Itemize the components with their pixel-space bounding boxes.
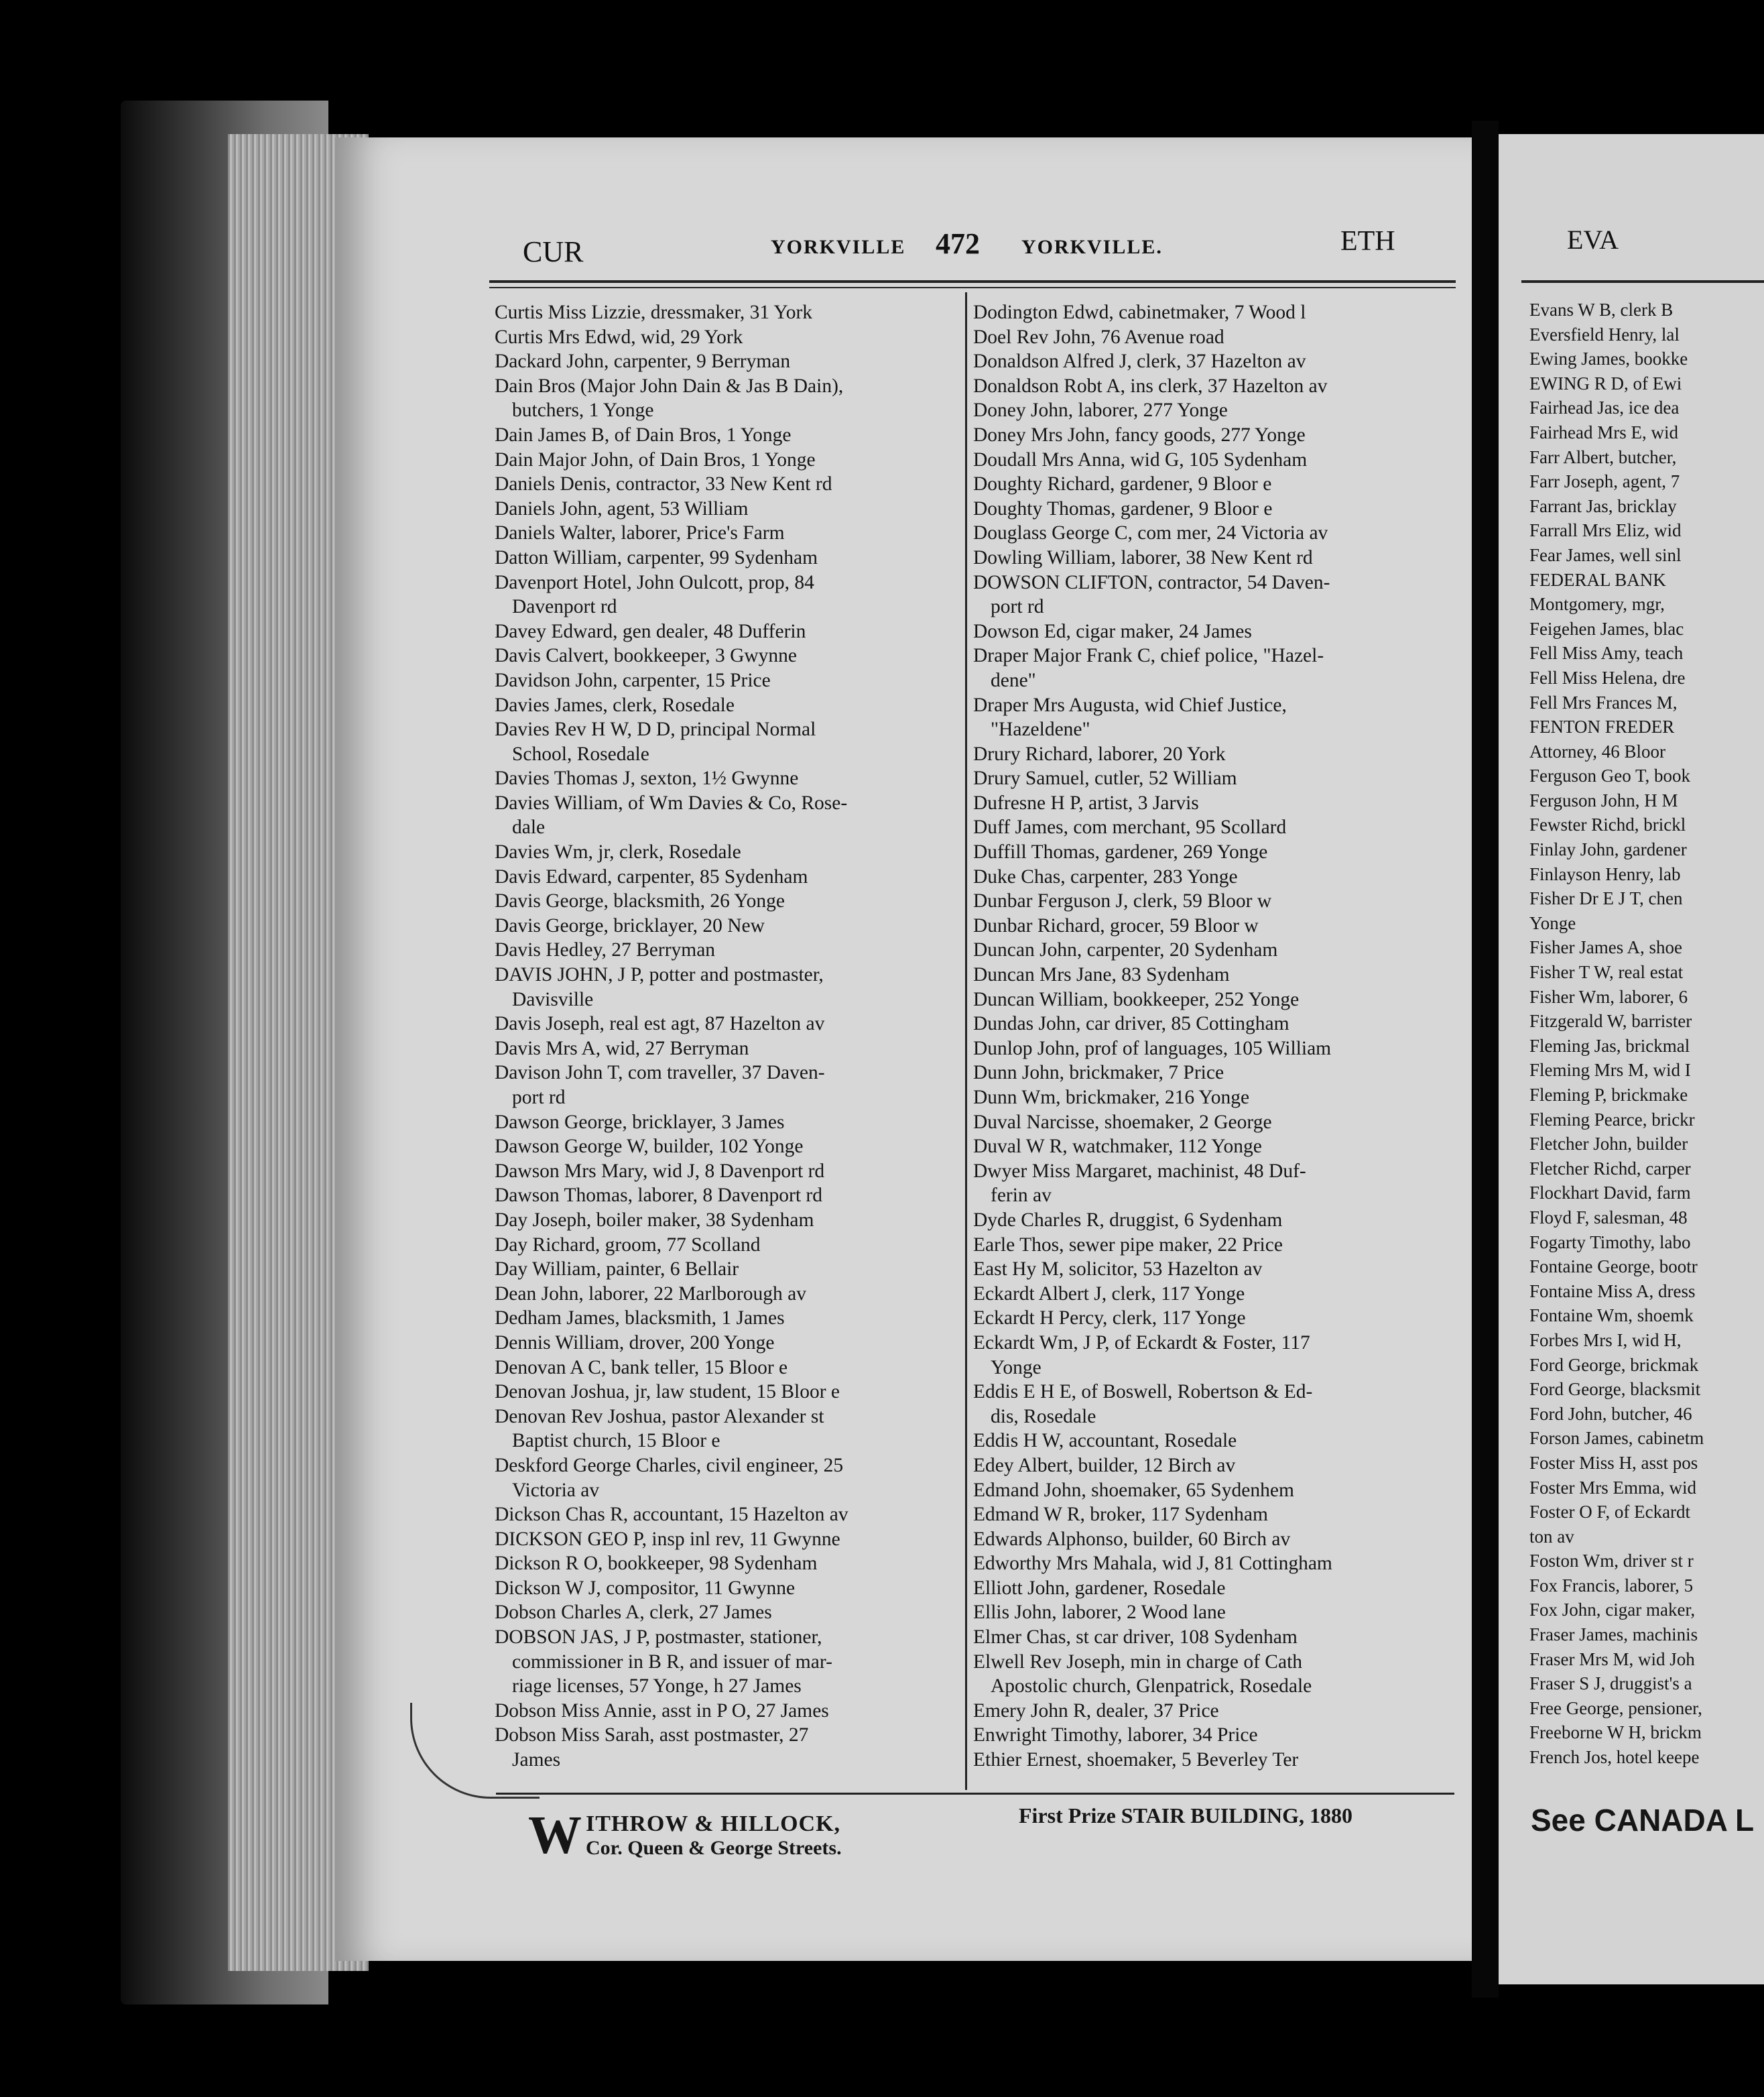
directory-entry: Doughty Thomas, gardener, 9 Bloor e (973, 497, 1273, 520)
directory-entry: Fontaine Miss A, dress (1529, 1280, 1696, 1301)
directory-entry: Fleming Pearce, brickr (1529, 1109, 1695, 1130)
directory-entry: Day Richard, groom, 77 Scolland (495, 1234, 761, 1256)
directory-entry: Drury Richard, laborer, 20 York (973, 743, 1226, 765)
directory-entry: Davison John T, com traveller, 37 Daven- (495, 1062, 825, 1084)
directory-entry: Fletcher Richd, carper (1529, 1158, 1691, 1179)
directory-entry: Fewster Richd, brickl (1529, 815, 1686, 835)
directory-entry: Fletcher John, builder (1529, 1134, 1688, 1154)
directory-entry: Fisher James A, shoe (1529, 937, 1682, 958)
directory-entry: Fisher Wm, laborer, 6 (1529, 986, 1688, 1007)
directory-entry: Dackard John, carpenter, 9 Berryman (495, 351, 791, 373)
directory-entry: Duncan John, carpenter, 20 Sydenham (973, 939, 1278, 961)
directory-entry-continuation: dene" (991, 669, 1036, 691)
directory-entry: Dunn John, brickmaker, 7 Price (973, 1062, 1224, 1084)
directory-entry: Drury Samuel, cutler, 52 William (973, 768, 1237, 790)
directory-entry: Ford George, blacksmit (1529, 1379, 1701, 1400)
directory-entry: Dobson Charles A, clerk, 27 James (495, 1602, 772, 1624)
directory-entry: Davis George, blacksmith, 26 Yonge (495, 890, 785, 912)
directory-entry: DOWSON CLIFTON, contractor, 54 Daven- (973, 571, 1330, 593)
directory-entry-continuation: Victoria av (512, 1479, 600, 1501)
directory-entry: Fear James, well sinl (1529, 544, 1682, 565)
directory-entry: Eversfield Henry, lal (1529, 324, 1680, 345)
directory-entry: Ferguson John, H M (1529, 790, 1678, 811)
directory-entry: Foston Wm, driver st r (1529, 1551, 1694, 1571)
directory-entry-continuation: Baptist church, 15 Bloor e (512, 1430, 720, 1452)
directory-entry: Denovan A C, bank teller, 15 Bloor e (495, 1356, 788, 1378)
directory-entry: Dunn Wm, brickmaker, 216 Yonge (973, 1087, 1250, 1108)
directory-entry: Curtis Mrs Edwd, wid, 29 York (495, 326, 743, 348)
directory-entry: Dean John, laborer, 22 Marlborough av (495, 1282, 806, 1305)
directory-entry: Douglass George C, com mer, 24 Victoria av (973, 522, 1328, 544)
directory-entry: Daniels Walter, laborer, Price's Farm (495, 522, 785, 544)
directory-entry: Fisher Dr E J T, chen (1529, 888, 1683, 909)
directory-entry: Farr Albert, butcher, (1529, 446, 1677, 467)
directory-entry: Elliott John, gardener, Rosedale (973, 1577, 1226, 1599)
directory-entry: Duffill Thomas, gardener, 269 Yonge (973, 841, 1268, 863)
directory-entry: Yonge (1529, 912, 1576, 933)
directory-column-2 (973, 300, 1456, 1773)
directory-entry: Davis Edward, carpenter, 85 Sydenham (495, 865, 808, 888)
directory-entry: EWING R D, of Ewi (1529, 373, 1682, 394)
next-page-header-word: EVA (1567, 225, 1619, 255)
directory-entry: Dennis William, drover, 200 Yonge (495, 1331, 775, 1354)
directory-entry: Duke Chas, carpenter, 283 Yonge (973, 865, 1238, 888)
directory-entry: Denovan Rev Joshua, pastor Alexander st (495, 1405, 824, 1427)
directory-entry: FENTON FREDER (1529, 717, 1675, 737)
directory-entry: Forbes Mrs I, wid H, (1529, 1329, 1682, 1350)
directory-entry: Elmer Chas, st car driver, 108 Sydenham (973, 1626, 1298, 1649)
directory-entry: Eckardt Albert J, clerk, 117 Yonge (973, 1282, 1245, 1305)
directory-entry: Eckardt H Percy, clerk, 117 Yonge (973, 1307, 1246, 1329)
directory-entry: Fell Mrs Frances M, (1529, 692, 1678, 713)
directory-column-1 (495, 300, 964, 1773)
directory-entry: Fogarty Timothy, labo (1529, 1232, 1691, 1252)
directory-entry: Fleming Jas, brickmal (1529, 1035, 1690, 1056)
directory-entry: Dickson Chas R, accountant, 15 Hazelton av (495, 1504, 848, 1526)
directory-entry: Donaldson Robt A, ins clerk, 37 Hazelton av (973, 375, 1328, 397)
advertisement-withrow-hillock (528, 1806, 842, 1865)
directory-entry: Dickson R O, bookkeeper, 98 Sydenham (495, 1553, 818, 1575)
directory-entry-continuation: butchers, 1 Yonge (512, 400, 654, 422)
directory-entry: Dobson Miss Annie, asst in P O, 27 James (495, 1699, 829, 1722)
ad-address: Cor. Queen & George Streets. (586, 1837, 842, 1859)
directory-entry-continuation: Yonge (991, 1356, 1042, 1378)
directory-entry: Day Joseph, boiler maker, 38 Sydenham (495, 1209, 814, 1231)
directory-entry: Davidson John, carpenter, 15 Price (495, 669, 771, 691)
directory-entry: Fraser S J, druggist's a (1529, 1673, 1692, 1694)
directory-entry: Dain Bros (Major John Dain & Jas B Dain), (495, 375, 844, 397)
book-gutter (1472, 121, 1499, 1998)
directory-entry: Fleming P, brickmake (1529, 1085, 1688, 1105)
directory-entry: Davies William, of Wm Davies & Co, Rose- (495, 792, 848, 814)
footer-rule (496, 1793, 1454, 1795)
directory-entry: Davis Joseph, real est agt, 87 Hazelton av (495, 1013, 825, 1035)
directory-entry: Denovan Joshua, jr, law student, 15 Bloor e (495, 1381, 840, 1403)
directory-entry: Datton William, carpenter, 99 Sydenham (495, 546, 818, 568)
directory-entry-continuation: dale (512, 817, 546, 839)
directory-entry: Ferguson Geo T, book (1529, 766, 1690, 786)
next-page-header-rule (1521, 280, 1764, 283)
directory-entry: Doughty Richard, gardener, 9 Bloor e (973, 473, 1272, 495)
directory-entry: Dufresne H P, artist, 3 Jarvis (973, 792, 1199, 814)
directory-entry: Dobson Miss Sarah, asst postmaster, 27 (495, 1724, 809, 1746)
directory-entry-continuation: "Hazeldene" (991, 719, 1090, 741)
directory-entry: Doudall Mrs Anna, wid G, 105 Sydenham (973, 448, 1308, 471)
directory-entry: Dunbar Richard, grocer, 59 Bloor w (973, 914, 1259, 937)
header-rule (489, 280, 1456, 283)
directory-entry: French Jos, hotel keepe (1529, 1747, 1700, 1768)
directory-entry: Dundas John, car driver, 85 Cottingham (973, 1013, 1289, 1035)
directory-entry-continuation: port rd (512, 1087, 566, 1108)
directory-entry: Daniels Denis, contractor, 33 New Kent rd (495, 473, 832, 495)
directory-entry: Forson James, cabinetm (1529, 1428, 1704, 1449)
directory-entry: Davies Rev H W, D D, principal Normal (495, 719, 816, 741)
directory-entry: Free George, pensioner, (1529, 1697, 1702, 1718)
directory-entry: Fraser Mrs M, wid Joh (1529, 1649, 1695, 1669)
directory-entry: Fairhead Jas, ice dea (1529, 398, 1680, 418)
directory-entry: ton av (1529, 1526, 1574, 1547)
directory-entry: Ethier Ernest, shoemaker, 5 Beverley Ter (973, 1749, 1299, 1771)
directory-entry: Eckardt Wm, J P, of Eckardt & Foster, 117 (973, 1331, 1310, 1354)
directory-entry: Fisher T W, real estat (1529, 962, 1684, 983)
directory-entry: Duval W R, watchmaker, 112 Yonge (973, 1136, 1262, 1158)
directory-entry: Eddis H W, accountant, Rosedale (973, 1430, 1237, 1452)
directory-entry: FEDERAL BANK (1529, 569, 1666, 590)
directory-entry: Farrall Mrs Eliz, wid (1529, 520, 1682, 541)
directory-entry: Fleming Mrs M, wid I (1529, 1060, 1691, 1081)
directory-entry: Ford John, butcher, 46 (1529, 1403, 1692, 1424)
ad-initial: W (528, 1806, 582, 1865)
directory-entry: Dedham James, blacksmith, 1 James (495, 1307, 785, 1329)
directory-entry: Dawson George, bricklayer, 3 James (495, 1111, 785, 1133)
directory-entry: Daniels John, agent, 53 William (495, 497, 749, 520)
directory-entry: Dunlop John, prof of languages, 105 William (973, 1037, 1332, 1059)
header-rule-thin (489, 287, 1456, 288)
directory-entry: Dickson W J, compositor, 11 Gwynne (495, 1577, 796, 1599)
directory-entry: Davies James, clerk, Rosedale (495, 694, 735, 716)
header-center-right: YORKVILLE. (1021, 236, 1163, 258)
directory-entry: Ewing James, bookke (1529, 349, 1688, 369)
directory-entry: Fell Miss Amy, teach (1529, 643, 1684, 664)
directory-entry: Davies Wm, jr, clerk, Rosedale (495, 841, 741, 863)
directory-entry: Flockhart David, farm (1529, 1183, 1691, 1203)
directory-entry: DOBSON JAS, J P, postmaster, stationer, (495, 1626, 822, 1649)
directory-entry: Doney Mrs John, fancy goods, 277 Yonge (973, 424, 1306, 446)
directory-entry: Dodington Edwd, cabinetmaker, 7 Wood l (973, 302, 1306, 323)
column-divider (965, 292, 967, 1790)
directory-entry-continuation: riage licenses, 57 Yonge, h 27 James (512, 1675, 802, 1697)
directory-entry-continuation: ferin av (991, 1185, 1052, 1207)
directory-entry: Dowling William, laborer, 38 New Kent rd (973, 546, 1313, 568)
directory-entry: Doney John, laborer, 277 Yonge (973, 400, 1228, 422)
advertisement-stair-building: First Prize STAIR BUILDING, 1880 (1019, 1803, 1353, 1828)
directory-entry: Davis Hedley, 27 Berryman (495, 939, 716, 961)
directory-entry: Dawson Mrs Mary, wid J, 8 Davenport rd (495, 1160, 825, 1182)
directory-entry: Duval Narcisse, shoemaker, 2 George (973, 1111, 1272, 1133)
directory-column-next-page (1529, 298, 1764, 1770)
directory-entry-continuation: Apostolic church, Glenpatrick, Rosedale (991, 1675, 1312, 1697)
directory-entry: Edmand John, shoemaker, 65 Sydenhem (973, 1479, 1294, 1501)
header-right-word: ETH (1340, 226, 1395, 257)
directory-entry: Dowson Ed, cigar maker, 24 James (973, 620, 1252, 642)
directory-entry: Finlay John, gardener (1529, 839, 1687, 860)
directory-entry: Foster Miss H, asst pos (1529, 1452, 1698, 1473)
directory-entry: Evans W B, clerk B (1529, 300, 1674, 320)
directory-entry: Ford George, brickmak (1529, 1354, 1699, 1375)
directory-entry: Dwyer Miss Margaret, machinist, 48 Duf- (973, 1160, 1306, 1182)
directory-entry: Edey Albert, builder, 12 Birch av (973, 1454, 1236, 1476)
directory-entry: Davenport Hotel, John Oulcott, prop, 84 (495, 571, 814, 593)
directory-entry-continuation: dis, Rosedale (991, 1405, 1096, 1427)
directory-entry: Dunbar Ferguson J, clerk, 59 Bloor w (973, 890, 1272, 912)
directory-entry: Ellis John, laborer, 2 Wood lane (973, 1602, 1226, 1624)
directory-entry: Dain James B, of Dain Bros, 1 Yonge (495, 424, 792, 446)
directory-entry-continuation: James (512, 1749, 561, 1771)
directory-entry: Feigehen James, blac (1529, 618, 1684, 639)
directory-entry: Fox John, cigar maker, (1529, 1600, 1696, 1620)
directory-entry: Dyde Charles R, druggist, 6 Sydenham (973, 1209, 1283, 1231)
directory-entry-continuation: Davisville (512, 988, 594, 1010)
page-number: 472 (936, 227, 980, 260)
directory-entry: Fontaine Wm, shoemk (1529, 1305, 1694, 1326)
directory-entry: Davis Calvert, bookkeeper, 3 Gwynne (495, 645, 798, 667)
directory-entry: Fitzgerald W, barrister (1529, 1011, 1692, 1032)
directory-entry: Davies Thomas J, sexton, 1½ Gwynne (495, 768, 799, 790)
directory-entry: Deskford George Charles, civil engineer, 25 (495, 1454, 844, 1476)
directory-entry: Draper Major Frank C, chief police, "Hazel- (973, 645, 1324, 667)
directory-entry: Finlayson Henry, lab (1529, 863, 1681, 884)
directory-entry: Attorney, 46 Bloor (1529, 741, 1665, 762)
directory-entry: DAVIS JOHN, J P, potter and postmaster, (495, 964, 824, 986)
ad-name: ITHROW & HILLOCK, (586, 1811, 841, 1836)
directory-entry: Earle Thos, sewer pipe maker, 22 Price (973, 1234, 1283, 1256)
directory-entry: Foster Mrs Emma, wid (1529, 1477, 1696, 1498)
directory-entry: DICKSON GEO P, insp inl rev, 11 Gwynne (495, 1528, 840, 1550)
directory-entry: Emery John R, dealer, 37 Price (973, 1699, 1219, 1722)
directory-entry: Eddis E H E, of Boswell, Robertson & Ed- (973, 1381, 1313, 1403)
directory-entry: Fairhead Mrs E, wid (1529, 422, 1678, 442)
directory-entry: Day William, painter, 6 Bellair (495, 1258, 739, 1280)
directory-entry: Freeborne W H, brickm (1529, 1722, 1702, 1743)
header-left-word: CUR (523, 235, 584, 268)
header-center-left: YORKVILLE (771, 236, 906, 258)
directory-entry: Farr Joseph, agent, 7 (1529, 471, 1680, 492)
directory-entry: Foster O F, of Eckardt (1529, 1502, 1691, 1522)
directory-entry-continuation: commissioner in B R, and issuer of mar- (512, 1651, 832, 1673)
directory-entry: Floyd F, salesman, 48 (1529, 1207, 1688, 1227)
directory-entry: Davey Edward, gen dealer, 48 Dufferin (495, 620, 806, 642)
directory-entry: East Hy M, solicitor, 53 Hazelton av (973, 1258, 1263, 1280)
directory-entry: Elwell Rev Joseph, min in charge of Cath (973, 1651, 1303, 1673)
directory-entry: Duff James, com merchant, 95 Scollard (973, 817, 1287, 839)
directory-entry: Fraser James, machinis (1529, 1624, 1698, 1645)
directory-entry: Fontaine George, bootr (1529, 1256, 1698, 1277)
directory-entry: Duncan Mrs Jane, 83 Sydenham (973, 964, 1230, 986)
directory-entry: Duncan William, bookkeeper, 252 Yonge (973, 988, 1300, 1010)
directory-entry: Doel Rev John, 76 Avenue road (973, 326, 1224, 348)
directory-entry: Farrant Jas, bricklay (1529, 495, 1677, 516)
directory-entry-continuation: port rd (991, 596, 1044, 618)
directory-entry: Dawson Thomas, laborer, 8 Davenport rd (495, 1185, 822, 1207)
directory-entry: Dain Major John, of Dain Bros, 1 Yonge (495, 448, 816, 471)
directory-entry: Davis George, bricklayer, 20 New (495, 914, 765, 937)
directory-entry: Curtis Miss Lizzie, dressmaker, 31 York (495, 302, 813, 323)
directory-entry-continuation: Davenport rd (512, 596, 617, 618)
directory-entry: Edworthy Mrs Mahala, wid J, 81 Cottingham (973, 1553, 1332, 1575)
directory-entry: Fell Miss Helena, dre (1529, 667, 1686, 688)
directory-entry: Montgomery, mgr, (1529, 594, 1665, 615)
directory-entry: Donaldson Alfred J, clerk, 37 Hazelton av (973, 351, 1306, 373)
directory-entry: Davis Mrs A, wid, 27 Berryman (495, 1037, 749, 1059)
advertisement-see-canada: See CANADA L (1531, 1803, 1755, 1838)
directory-entry-continuation: School, Rosedale (512, 743, 649, 765)
directory-entry: Edmand W R, broker, 117 Sydenham (973, 1504, 1268, 1526)
directory-entry: Edwards Alphonso, builder, 60 Birch av (973, 1528, 1291, 1550)
directory-entry: Enwright Timothy, laborer, 34 Price (973, 1724, 1258, 1746)
directory-entry: Dawson George W, builder, 102 Yonge (495, 1136, 804, 1158)
directory-entry: Draper Mrs Augusta, wid Chief Justice, (973, 694, 1287, 716)
directory-entry: Fox Francis, laborer, 5 (1529, 1575, 1694, 1596)
